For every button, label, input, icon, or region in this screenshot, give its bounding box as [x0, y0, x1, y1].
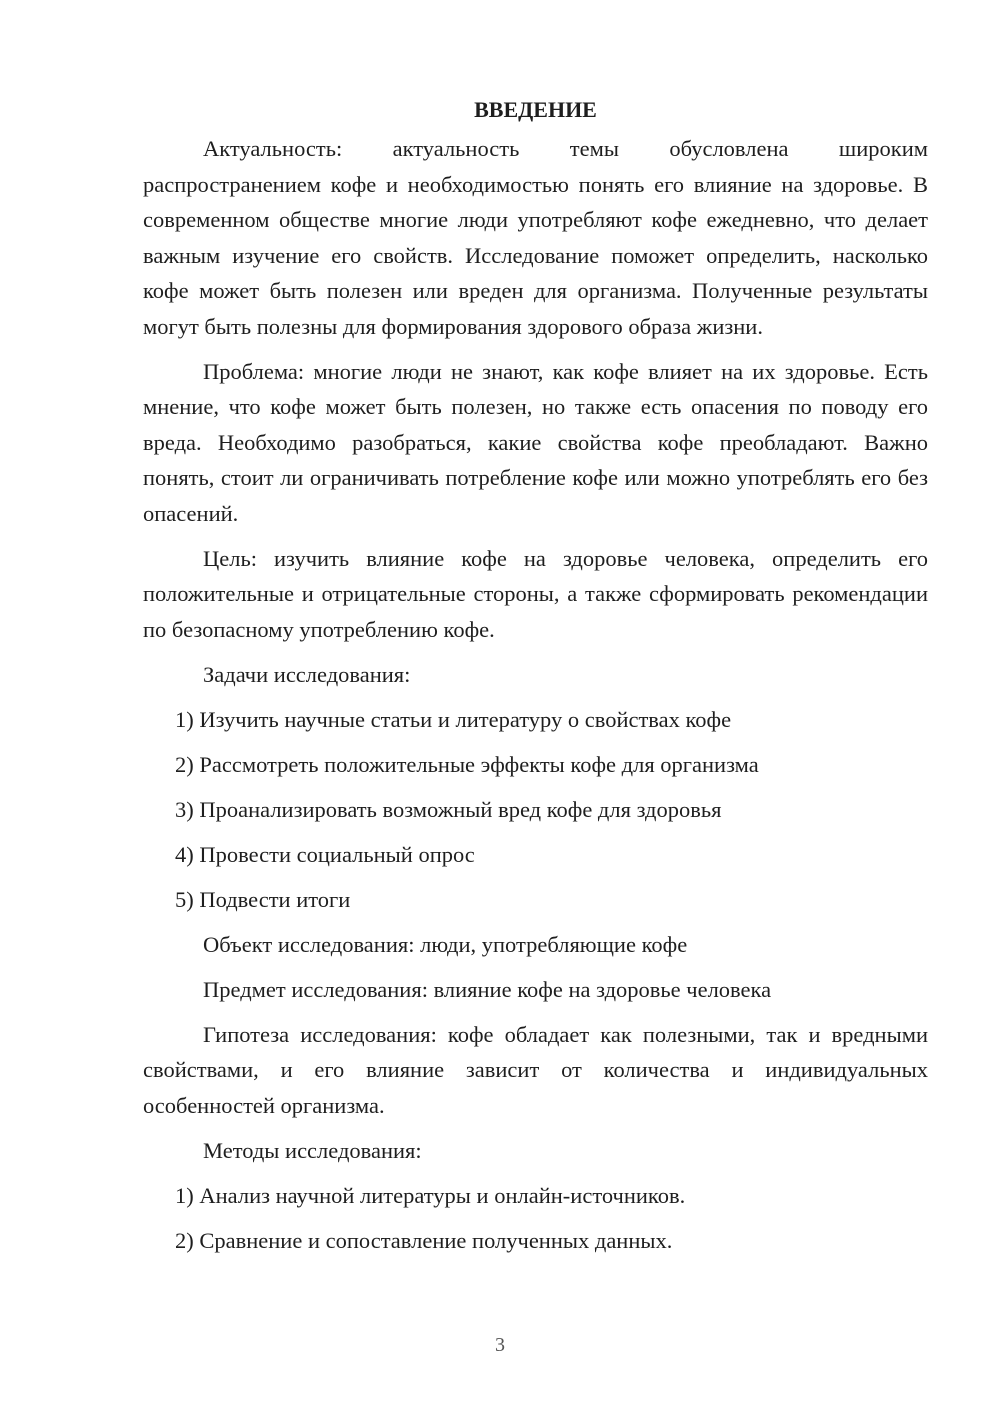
document-page [143, 92, 928, 1268]
methods-heading: Методы исследования: [203, 1137, 422, 1163]
object-line: Объект исследования: люди, употребляющие кофе [203, 931, 688, 957]
tasks-heading: Задачи исследования: [203, 661, 411, 687]
task-item-2: 2) Рассмотреть положительные эффекты кофе для организма [175, 751, 759, 777]
hypothesis-paragraph: Гипотеза исследования: кофе обладает как полезными, так и вредными свойствами, и его влияние зависит от количества и индивидуальных особенностей организма. [143, 1021, 928, 1118]
problem-paragraph: Проблема: многие люди не знают, как кофе влияет на их здоровье. Есть мнение, что кофе может быть полезен, но также есть опасения по поводу его вреда. Необходимо разобраться, какие свойства кофе преобладают. Важно понять, стоит ли ограничивать потребление кофе или можно употреблять его без опасений. [143, 358, 928, 526]
subject-line: Предмет исследования: влияние кофе на здоровье человека [203, 976, 772, 1002]
task-item-4: 4) Провести социальный опрос [175, 841, 475, 867]
task-item-5: 5) Подвести итоги [175, 886, 351, 912]
document-title: ВВЕДЕНИЕ [474, 97, 597, 122]
relevance-paragraph: Актуальность: актуальность темы обусловлена широким распространением кофе и необходимостью понять его влияние на здоровье. В современном обществе многие люди употребляют кофе ежедневно, что делает важным изучение его свойств. Исследование поможет определить, насколько кофе может быть полезен или вреден для организма. Полученные результаты могут быть полезны для формирования здорового образа жизни. [143, 136, 928, 339]
task-item-3: 3) Проанализировать возможный вред кофе для здоровья [175, 796, 722, 822]
page-number: 3 [495, 1334, 505, 1356]
goal-paragraph: Цель: изучить влияние кофе на здоровье человека, определить его положительные и отрицательные стороны, а также сформировать рекомендации по безопасному употреблению кофе. [143, 545, 928, 642]
method-item-1: 1) Анализ научной литературы и онлайн-источников. [175, 1182, 686, 1208]
method-item-2: 2) Сравнение и сопоставление полученных данных. [175, 1227, 673, 1253]
task-item-1: 1) Изучить научные статьи и литературу о свойствах кофе [175, 706, 732, 732]
